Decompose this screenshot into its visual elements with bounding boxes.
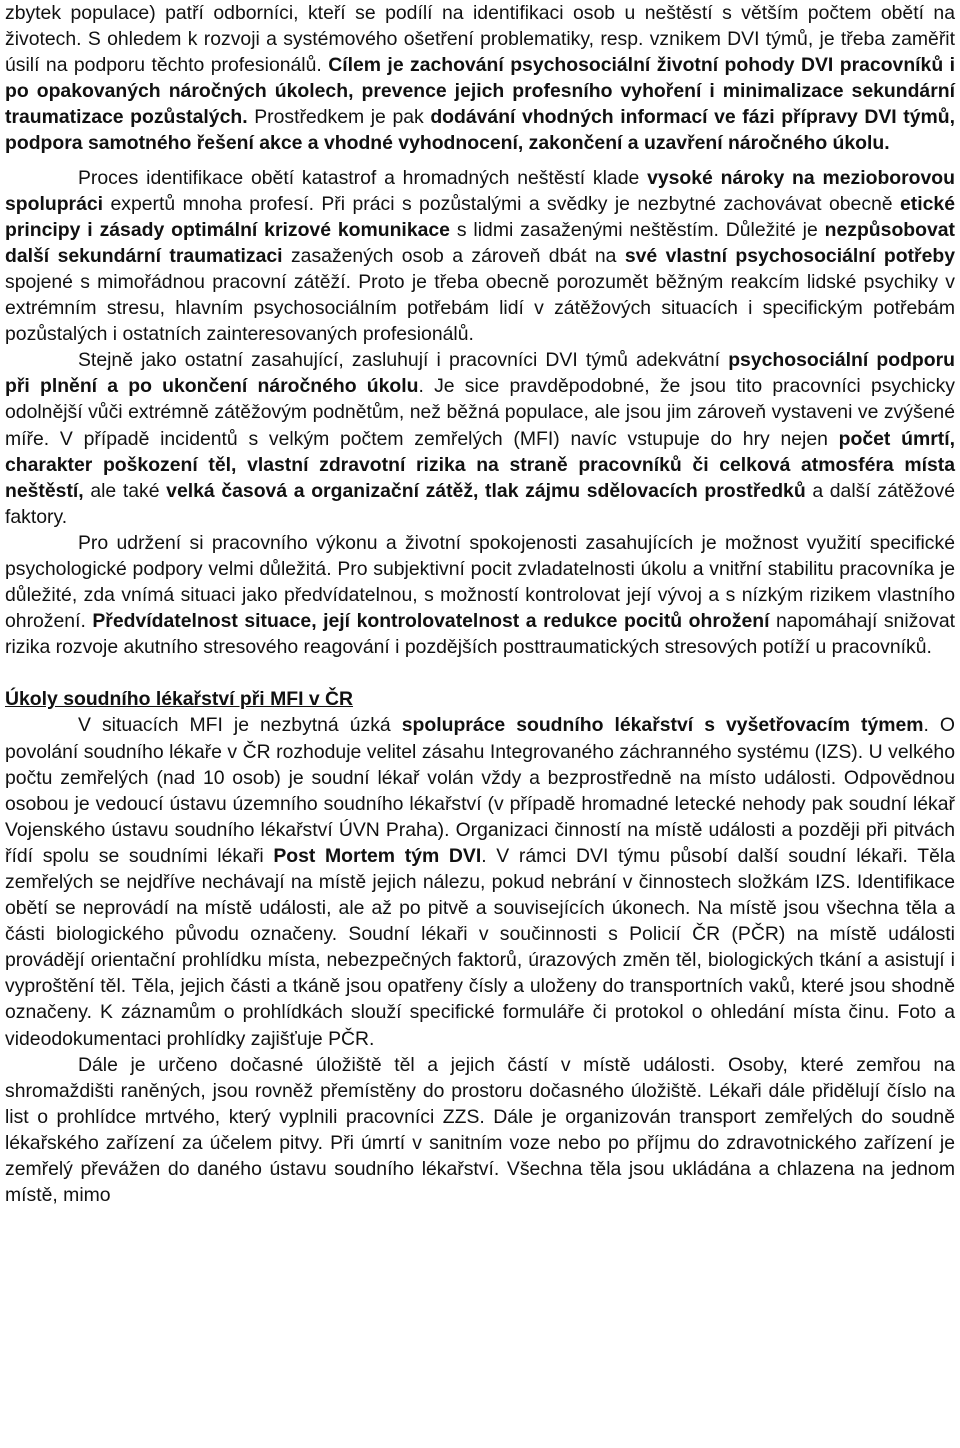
- section-body-text: [5, 712, 955, 1208]
- bold-text-run: velká časová a organizační zátěž, tlak zájmu sdělovacích prostředků: [166, 479, 806, 502]
- bold-text-run: etické principy i zásady optimální krizové komunikace: [5, 192, 955, 241]
- text-run: ale také: [83, 479, 167, 502]
- paragraph: [5, 165, 955, 348]
- paragraph-gap: [5, 157, 955, 165]
- paragraph: [5, 712, 955, 1051]
- text-run: zasažených osob a zároveň dbát na: [282, 244, 625, 267]
- bold-text-run: Předvídatelnost situace, její kontrolovatelnost a redukce pocitů ohrožení: [92, 610, 770, 633]
- text-run: zbytek populace) patří odborníci, kteří se podílí na identifikaci osob u neštěstí s větším počtem obětí na životech. S ohledem k rozvoji a systémového ošetření problematiky, resp. vznikem DVI týmů, je třeba zaměřit úsilí na podporu těchto profesionálů.: [5, 2, 955, 77]
- paragraph: [5, 0, 955, 157]
- text-run: spojené s mimořádnou pracovní zátěží. Proto je třeba obecně porozumět běžným reakcím lidské psychiky v extrémním stresu, hlavním psychosociálním potřebám lidí v zátěžových situacích i specifickým potřebám pozůstalých i ostatních zainteresovaných profesionálů.: [5, 270, 955, 346]
- text-run: Prostředkem je pak: [247, 106, 431, 129]
- bold-text-run: spolupráce soudního lékařství s vyšetřovacím týmem: [401, 714, 924, 737]
- text-run: napomáhají snižovat rizika rozvoje akutního stresového reagování i pozdějších posttraumatických stresových potíží u pracovníků.: [5, 610, 955, 659]
- body-text: [5, 0, 955, 660]
- text-run: a další zátěžové faktory.: [5, 479, 955, 528]
- text-run: . Je sice pravděpodobné, že jsou tito pracovníci psychicky odolnější vůči extrémně zátěžovým podnětům, než běžná populace, ale jsou jim zároveň vystaveni ve zvýšené míře. V případě incidentů s velkým počtem zemřelých (MFI) navíc vstupuje do hry nejen: [5, 375, 955, 450]
- text-run: Dále je určeno dočasné úložiště těl a jejich částí v místě události. Osoby, které zemřou na shromaždišti raněných, jsou rovněž přemístěny do prostoru dočasného úložiště. Lékaři dále přidělují číslo na list o prohlídce mrtvého, který vyplnili pracovníci ZZS. Dále je organizován transport zemřelých do soudně lékařského zařízení za účelem pitvy. Při úmrtí v sanitním voze nebo po příjmu do zdravotnického zařízení je zemřelý převážen do daného ústavu soudního lékařství. Všechna těla jsou ukládána a chlazena na jednom místě, mimo: [5, 1053, 955, 1207]
- section-heading: Úkoly soudního lékařství při MFI v ČR: [5, 688, 354, 711]
- paragraph: [5, 530, 955, 660]
- text-run: expertů mnoha profesí. Při práci s pozůstalými a svědky je nezbytné zachovávat obecně: [103, 192, 901, 215]
- bold-text-run: počet úmrtí, charakter poškození těl, vlastní zdravotní rizika na straně pracovníků či celková atmosféra místa neštěstí,: [5, 427, 955, 502]
- bold-text-run: nezpůsobovat další sekundární traumatizaci: [5, 218, 955, 267]
- text-run: . V rámci DVI týmu působí další soudní lékaři. Těla zemřelých se nejdříve nechávají na místě jejich nálezu, pokud nebrání v činnostech složkám IZS. Identifikace obětí se neprovádí na místě události, ale až po pitvě a souvisejících úkonech. Na místě jsou všechna těla a části biologického původu označeny. Soudní lékaři v součinnosti s Policií ČR (PČR) na místě události provádějí orientační prohlídku místa, nebezpečných faktorů, úrazových změn těl, biologických tkání a asistují i vyproštění těl. Těla, jejich části a tkáně jsou opatřeny čísly a uloženy do transportních vaků, které jsou shodně označeny. K záznamům o prohlídkách slouží specifické formuláře či protokol o ohledání místa činu. Foto a videodokumentaci prohlídky zajišťuje PČR.: [5, 844, 955, 1050]
- text-run: . O povolání soudního lékaře v ČR rozhoduje velitel zásahu Integrovaného záchranného systému (IZS). U velkého počtu zemřelých (nad 10 osob) je soudní lékař volán vždy a bezprostředně na místo události. Odpovědnou osobou je vedoucí ústavu územního soudního lékařství (v případě hromadné letecké nehody pak soudní lékař Vojenského ústavu soudního lékařství ÚVN Praha). Organizaci činností na místě události a později při pitvách řídí spolu se soudními lékaři: [5, 714, 955, 867]
- paragraph: [5, 1052, 955, 1209]
- text-run: V situacích MFI je nezbytná úzká: [78, 714, 402, 737]
- paragraph: [5, 347, 955, 530]
- bold-text-run: své vlastní psychosociální potřeby: [624, 244, 955, 267]
- bold-text-run: Cílem je zachování psychosociální životní pohody DVI pracovníků i po opakovaných náročných úkolech, prevence jejich profesního vyhoření i minimalizace sekundární traumatizace pozůstalých.: [5, 54, 955, 129]
- text-run: Proces identifikace obětí katastrof a hromadných neštěstí klade: [78, 166, 648, 189]
- text-run: Stejně jako ostatní zasahující, zasluhují i pracovníci DVI týmů adekvátní: [78, 349, 729, 372]
- bold-text-run: Post Mortem tým DVI: [273, 844, 482, 867]
- bold-text-run: vysoké nároky na mezioborovou spolupráci: [5, 166, 955, 215]
- bold-text-run: psychosociální podporu při plnění a po ukončení náročného úkolu: [5, 349, 955, 398]
- document-page: [5, 0, 955, 1208]
- bold-text-run: dodávání vhodných informací ve fázi přípravy DVI týmů, podpora samotného řešení akce a vhodné vyhodnocení, zakončení a uzavření náročného úkolu.: [5, 106, 955, 155]
- text-run: s lidmi zasaženými neštěstím. Důležité je: [449, 218, 825, 241]
- text-run: Pro udržení si pracovního výkonu a životní spokojenosti zasahujících je možnost využití specifické psychologické podpory velmi důležitá. Pro subjektivní pocit zvladatelnosti úkolu a vnitřní stabilitu pracovníka je důležité, zda vnímá situaci jako předvídatelnou, s možností kontrolovat její vývoj a s nízkým rizikem vlastního ohrožení.: [5, 531, 955, 633]
